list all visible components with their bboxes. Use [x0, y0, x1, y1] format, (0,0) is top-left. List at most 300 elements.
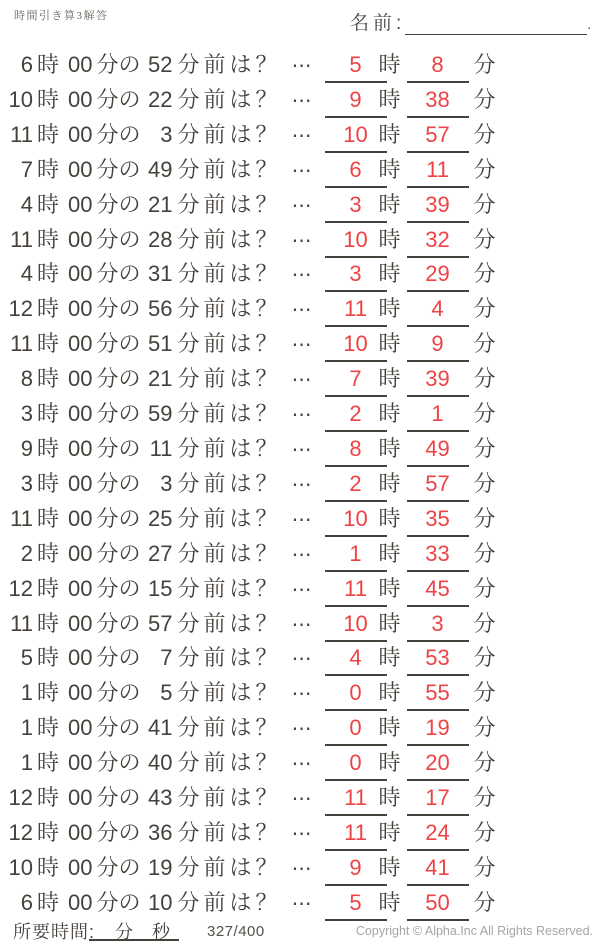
- answer-hour-blank: [325, 227, 387, 258]
- page-count: 327/400: [207, 923, 265, 940]
- answer-minute-unit-label: 分: [473, 575, 496, 601]
- answer-minute-unit-label: 分: [473, 680, 496, 706]
- answer-hour-unit-label: 時: [378, 401, 401, 427]
- answer-minute-value: 49: [425, 435, 450, 461]
- ellipsis: ⋯: [291, 438, 312, 461]
- answer-hour-unit-label: 時: [378, 331, 401, 357]
- question-hour: 1: [20, 715, 33, 741]
- question-zero-minutes: 00: [68, 540, 93, 566]
- question-hour: 3: [20, 470, 33, 496]
- answer-hour-unit-label: 時: [378, 52, 401, 77]
- question-hour: 12: [8, 819, 33, 845]
- question-row: [0, 705, 600, 740]
- hour-unit-label: 時: [37, 261, 60, 287]
- answer-minute-unit-label: 分: [473, 435, 496, 461]
- question-hour: 12: [8, 575, 33, 601]
- question-minutes-before: 15: [148, 575, 173, 601]
- ellipsis: ⋯: [291, 229, 312, 252]
- question-minutes-before: 52: [148, 52, 173, 77]
- ellipsis: ⋯: [291, 159, 312, 182]
- minutes-of-label: 分の: [96, 401, 141, 427]
- answer-hour-blank: [325, 157, 387, 188]
- required-time-seconds-unit: 秒: [152, 922, 170, 942]
- minutes-before-question-label: 分前は？: [177, 435, 282, 461]
- answer-hour-unit-label: 時: [378, 505, 401, 531]
- question-minutes-before: 51: [148, 331, 173, 357]
- answer-hour-value: 6: [349, 156, 362, 182]
- answer-minute-blank: [407, 192, 469, 223]
- answer-hour-value: 10: [343, 505, 368, 531]
- question-zero-minutes: 00: [68, 819, 93, 845]
- question-zero-minutes: 00: [68, 226, 93, 252]
- answer-hour-value: 7: [349, 366, 362, 392]
- answer-hour-value: 10: [343, 610, 368, 636]
- hour-unit-label: 時: [37, 331, 60, 357]
- question-minutes-before: 21: [148, 191, 173, 217]
- answer-hour-value: 11: [344, 296, 367, 322]
- hour-unit-label: 時: [37, 854, 60, 880]
- answer-hour-value: 5: [349, 52, 362, 77]
- answer-minute-unit-label: 分: [473, 121, 496, 147]
- ellipsis: ⋯: [291, 369, 312, 392]
- ellipsis: ⋯: [291, 404, 312, 427]
- answer-minute-unit-label: 分: [473, 889, 496, 915]
- answer-hour-blank: [325, 436, 387, 467]
- question-row: [0, 531, 600, 566]
- ellipsis: ⋯: [291, 648, 312, 671]
- question-hour: 4: [20, 261, 33, 287]
- minutes-of-label: 分の: [96, 366, 141, 392]
- answer-minute-unit-label: 分: [473, 226, 496, 252]
- hour-unit-label: 時: [37, 750, 60, 776]
- minutes-of-label: 分の: [96, 470, 141, 496]
- answer-minute-blank: [407, 820, 469, 851]
- question-minutes-before: 31: [148, 261, 173, 287]
- question-minutes-before: 59: [148, 401, 173, 427]
- hour-unit-label: 時: [37, 226, 60, 252]
- minutes-of-label: 分の: [96, 435, 141, 461]
- question-minutes-before: 43: [148, 785, 173, 811]
- question-minutes-before: 21: [148, 366, 173, 392]
- ellipsis: ⋯: [291, 334, 312, 357]
- answer-hour-value: 0: [349, 750, 362, 776]
- answer-hour-unit-label: 時: [378, 819, 401, 845]
- answer-minute-value: 17: [425, 785, 450, 811]
- answer-minute-value: 8: [431, 52, 444, 77]
- minutes-before-question-label: 分前は？: [177, 750, 282, 776]
- answer-hour-unit-label: 時: [378, 226, 401, 252]
- answer-minute-value: 32: [425, 226, 450, 252]
- ellipsis: ⋯: [291, 124, 312, 147]
- question-row: [0, 251, 600, 286]
- question-minutes-before: 7: [160, 645, 173, 671]
- minutes-before-question-label: 分前は？: [177, 505, 282, 531]
- minutes-before-question-label: 分前は？: [177, 226, 282, 252]
- answer-minute-value: 35: [425, 505, 450, 531]
- answer-hour-unit-label: 時: [378, 750, 401, 776]
- question-hour: 12: [8, 785, 33, 811]
- answer-minute-unit-label: 分: [473, 401, 496, 427]
- hour-unit-label: 時: [37, 645, 60, 671]
- question-row: [0, 670, 600, 705]
- question-zero-minutes: 00: [68, 610, 93, 636]
- answer-minute-blank: [407, 471, 469, 502]
- question-minutes-before: 49: [148, 156, 173, 182]
- question-row: [0, 217, 600, 252]
- minutes-before-question-label: 分前は？: [177, 86, 282, 112]
- answer-hour-blank: [325, 331, 387, 362]
- answer-hour-blank: [325, 576, 387, 607]
- answer-hour-unit-label: 時: [378, 785, 401, 811]
- question-hour: 7: [20, 156, 33, 182]
- hour-unit-label: 時: [37, 435, 60, 461]
- answer-hour-value: 3: [349, 191, 362, 217]
- hour-unit-label: 時: [37, 505, 60, 531]
- hour-unit-label: 時: [37, 540, 60, 566]
- answer-hour-unit-label: 時: [378, 86, 401, 112]
- question-zero-minutes: 00: [68, 435, 93, 461]
- answer-minute-unit-label: 分: [473, 191, 496, 217]
- answer-hour-blank: [325, 366, 387, 397]
- answer-hour-unit-label: 時: [378, 540, 401, 566]
- question-row: [0, 566, 600, 601]
- question-hour: 5: [20, 645, 33, 671]
- ellipsis: ⋯: [291, 543, 312, 566]
- answer-minute-unit-label: 分: [473, 854, 496, 880]
- minutes-before-question-label: 分前は？: [177, 470, 282, 496]
- answer-minute-value: 39: [425, 366, 450, 392]
- question-hour: 11: [10, 226, 33, 252]
- minutes-before-question-label: 分前は？: [177, 52, 282, 77]
- answer-minute-blank: [407, 576, 469, 607]
- answer-minute-blank: [407, 157, 469, 188]
- answer-minute-value: 24: [425, 819, 450, 845]
- minutes-before-question-label: 分前は？: [177, 401, 282, 427]
- minutes-of-label: 分の: [96, 52, 141, 77]
- ellipsis: ⋯: [291, 613, 312, 636]
- question-zero-minutes: 00: [68, 261, 93, 287]
- question-row: [0, 77, 600, 112]
- answer-hour-blank: [325, 192, 387, 223]
- name-blank-line: [405, 14, 587, 35]
- question-hour: 6: [20, 52, 33, 77]
- answer-hour-blank: [325, 261, 387, 292]
- question-zero-minutes: 00: [68, 854, 93, 880]
- answer-minute-unit-label: 分: [473, 366, 496, 392]
- answer-hour-unit-label: 時: [378, 366, 401, 392]
- minutes-of-label: 分の: [96, 680, 141, 706]
- hour-unit-label: 時: [37, 819, 60, 845]
- answer-hour-blank: [325, 820, 387, 851]
- answer-hour-value: 9: [349, 86, 362, 112]
- question-hour: 11: [10, 505, 33, 531]
- answer-minute-unit-label: 分: [473, 610, 496, 636]
- answer-hour-unit-label: 時: [378, 680, 401, 706]
- answer-hour-blank: [325, 541, 387, 572]
- minutes-before-question-label: 分前は？: [177, 610, 282, 636]
- minutes-before-question-label: 分前は？: [177, 645, 282, 671]
- answer-hour-blank: [325, 471, 387, 502]
- required-time-minutes-unit: 分: [115, 922, 133, 942]
- required-time-blank-line: [89, 915, 179, 941]
- question-row: [0, 880, 600, 915]
- question-hour: 8: [20, 366, 33, 392]
- answer-minute-blank: [407, 750, 469, 781]
- minutes-of-label: 分の: [96, 819, 141, 845]
- worksheet-title: 時間引き算3解答: [14, 10, 109, 22]
- answer-minute-unit-label: 分: [473, 540, 496, 566]
- answer-minute-value: 11: [426, 156, 449, 182]
- question-minutes-before: 10: [148, 889, 173, 915]
- minutes-of-label: 分の: [96, 610, 141, 636]
- question-zero-minutes: 00: [68, 785, 93, 811]
- question-list: [0, 42, 600, 915]
- minutes-of-label: 分の: [96, 889, 141, 915]
- answer-minute-blank: [407, 855, 469, 886]
- question-hour: 11: [10, 121, 33, 147]
- answer-minute-blank: [407, 331, 469, 362]
- question-zero-minutes: 00: [68, 889, 93, 915]
- answer-hour-blank: [325, 785, 387, 816]
- minutes-of-label: 分の: [96, 121, 141, 147]
- answer-minute-unit-label: 分: [473, 261, 496, 287]
- question-row: [0, 635, 600, 670]
- question-hour: 3: [20, 401, 33, 427]
- question-minutes-before: 11: [149, 435, 173, 461]
- answer-minute-blank: [407, 506, 469, 537]
- answer-minute-unit-label: 分: [473, 156, 496, 182]
- ellipsis: ⋯: [291, 718, 312, 741]
- question-minutes-before: 28: [148, 226, 173, 252]
- answer-hour-value: 4: [349, 645, 362, 671]
- ellipsis: ⋯: [291, 264, 312, 287]
- question-minutes-before: 56: [148, 296, 173, 322]
- answer-hour-blank: [325, 401, 387, 432]
- question-zero-minutes: 00: [68, 331, 93, 357]
- minutes-before-question-label: 分前は？: [177, 819, 282, 845]
- question-zero-minutes: 00: [68, 401, 93, 427]
- minutes-before-question-label: 分前は？: [177, 121, 282, 147]
- answer-hour-unit-label: 時: [378, 645, 401, 671]
- answer-minute-blank: [407, 52, 469, 83]
- ellipsis: ⋯: [291, 299, 312, 322]
- question-row: [0, 182, 600, 217]
- question-minutes-before: 3: [160, 121, 173, 147]
- ellipsis: ⋯: [291, 822, 312, 845]
- minutes-of-label: 分の: [96, 785, 141, 811]
- question-row: [0, 426, 600, 461]
- answer-minute-value: 39: [425, 191, 450, 217]
- answer-minute-value: 50: [425, 889, 450, 915]
- answer-hour-unit-label: 時: [378, 261, 401, 287]
- ellipsis: ⋯: [291, 55, 312, 77]
- question-row: [0, 112, 600, 147]
- question-zero-minutes: 00: [68, 156, 93, 182]
- answer-minute-blank: [407, 366, 469, 397]
- question-minutes-before: 22: [148, 86, 173, 112]
- answer-hour-value: 1: [349, 540, 362, 566]
- question-hour: 1: [20, 750, 33, 776]
- minutes-before-question-label: 分前は？: [177, 680, 282, 706]
- question-hour: 1: [20, 680, 33, 706]
- answer-hour-unit-label: 時: [378, 191, 401, 217]
- minutes-before-question-label: 分前は？: [177, 296, 282, 322]
- answer-hour-unit-label: 時: [378, 610, 401, 636]
- answer-minute-blank: [407, 227, 469, 258]
- name-label: 名前:: [350, 13, 406, 34]
- hour-unit-label: 時: [37, 52, 60, 77]
- hour-unit-label: 時: [37, 121, 60, 147]
- question-row: [0, 461, 600, 496]
- question-row: [0, 845, 600, 880]
- minutes-before-question-label: 分前は？: [177, 156, 282, 182]
- question-minutes-before: 40: [148, 750, 173, 776]
- question-row: [0, 356, 600, 391]
- answer-minute-value: 45: [425, 575, 450, 601]
- answer-minute-unit-label: 分: [473, 750, 496, 776]
- hour-unit-label: 時: [37, 889, 60, 915]
- answer-minute-unit-label: 分: [473, 296, 496, 322]
- question-zero-minutes: 00: [68, 575, 93, 601]
- minutes-before-question-label: 分前は？: [177, 854, 282, 880]
- answer-hour-value: 11: [344, 785, 367, 811]
- footer: [0, 915, 600, 949]
- question-row: [0, 740, 600, 775]
- minutes-before-question-label: 分前は？: [177, 575, 282, 601]
- name-line-end: .: [587, 16, 592, 32]
- question-zero-minutes: 00: [68, 470, 93, 496]
- minutes-before-question-label: 分前は？: [177, 889, 282, 915]
- question-minutes-before: 19: [148, 854, 173, 880]
- answer-minute-value: 29: [425, 261, 450, 287]
- minutes-of-label: 分の: [96, 226, 141, 252]
- answer-minute-unit-label: 分: [473, 819, 496, 845]
- minutes-of-label: 分の: [96, 540, 141, 566]
- answer-minute-blank: [407, 401, 469, 432]
- answer-hour-blank: [325, 296, 387, 327]
- answer-minute-value: 3: [431, 610, 444, 636]
- question-row: [0, 601, 600, 636]
- answer-hour-blank: [325, 122, 387, 153]
- answer-hour-blank: [325, 506, 387, 537]
- ellipsis: ⋯: [291, 89, 312, 112]
- answer-minute-blank: [407, 785, 469, 816]
- minutes-of-label: 分の: [96, 854, 141, 880]
- answer-hour-blank: [325, 680, 387, 711]
- answer-minute-unit-label: 分: [473, 715, 496, 741]
- question-row: [0, 775, 600, 810]
- question-row: [0, 286, 600, 321]
- question-zero-minutes: 00: [68, 86, 93, 112]
- hour-unit-label: 時: [37, 715, 60, 741]
- question-hour: 10: [8, 854, 33, 880]
- question-hour: 9: [20, 435, 33, 461]
- answer-hour-value: 11: [344, 819, 367, 845]
- answer-minute-unit-label: 分: [473, 645, 496, 671]
- answer-hour-blank: [325, 52, 387, 83]
- minutes-of-label: 分の: [96, 261, 141, 287]
- answer-minute-unit-label: 分: [473, 86, 496, 112]
- minutes-before-question-label: 分前は？: [177, 540, 282, 566]
- answer-minute-blank: [407, 541, 469, 572]
- answer-hour-unit-label: 時: [378, 156, 401, 182]
- answer-hour-blank: [325, 855, 387, 886]
- question-hour: 2: [20, 540, 33, 566]
- question-zero-minutes: 00: [68, 715, 93, 741]
- answer-hour-unit-label: 時: [378, 296, 401, 322]
- answer-minute-value: 57: [425, 121, 450, 147]
- answer-minute-blank: [407, 87, 469, 118]
- answer-minute-value: 33: [425, 540, 450, 566]
- answer-hour-value: 0: [349, 715, 362, 741]
- answer-minute-unit-label: 分: [473, 52, 496, 77]
- question-row: [0, 496, 600, 531]
- minutes-of-label: 分の: [96, 86, 141, 112]
- question-zero-minutes: 00: [68, 680, 93, 706]
- answer-hour-unit-label: 時: [378, 121, 401, 147]
- answer-minute-value: 4: [431, 296, 444, 322]
- question-minutes-before: 3: [160, 470, 173, 496]
- question-hour: 10: [8, 86, 33, 112]
- answer-minute-value: 55: [425, 680, 450, 706]
- answer-hour-value: 11: [344, 575, 367, 601]
- answer-minute-unit-label: 分: [473, 470, 496, 496]
- question-minutes-before: 41: [148, 715, 173, 741]
- hour-unit-label: 時: [37, 680, 60, 706]
- answer-minute-unit-label: 分: [473, 331, 496, 357]
- answer-minute-blank: [407, 436, 469, 467]
- answer-hour-value: 2: [349, 401, 362, 427]
- question-zero-minutes: 00: [68, 750, 93, 776]
- minutes-of-label: 分の: [96, 331, 141, 357]
- question-minutes-before: 36: [148, 819, 173, 845]
- answer-minute-blank: [407, 261, 469, 292]
- answer-hour-value: 8: [349, 435, 362, 461]
- question-minutes-before: 25: [148, 505, 173, 531]
- answer-hour-blank: [325, 611, 387, 642]
- question-hour: 4: [20, 191, 33, 217]
- answer-minute-unit-label: 分: [473, 505, 496, 531]
- minutes-before-question-label: 分前は？: [177, 261, 282, 287]
- minutes-before-question-label: 分前は？: [177, 785, 282, 811]
- question-zero-minutes: 00: [68, 366, 93, 392]
- question-zero-minutes: 00: [68, 121, 93, 147]
- minutes-of-label: 分の: [96, 191, 141, 217]
- answer-hour-unit-label: 時: [378, 889, 401, 915]
- minutes-of-label: 分の: [96, 715, 141, 741]
- question-minutes-before: 27: [148, 540, 173, 566]
- answer-hour-value: 9: [349, 854, 362, 880]
- question-zero-minutes: 00: [68, 191, 93, 217]
- minutes-of-label: 分の: [96, 750, 141, 776]
- hour-unit-label: 時: [37, 470, 60, 496]
- ellipsis: ⋯: [291, 683, 312, 706]
- question-hour: 11: [10, 610, 33, 636]
- hour-unit-label: 時: [37, 191, 60, 217]
- question-zero-minutes: 00: [68, 505, 93, 531]
- question-minutes-before: 57: [148, 610, 173, 636]
- answer-minute-value: 1: [431, 401, 444, 427]
- answer-hour-unit-label: 時: [378, 435, 401, 461]
- minutes-before-question-label: 分前は？: [177, 191, 282, 217]
- hour-unit-label: 時: [37, 156, 60, 182]
- hour-unit-label: 時: [37, 610, 60, 636]
- minutes-before-question-label: 分前は？: [177, 715, 282, 741]
- hour-unit-label: 時: [37, 575, 60, 601]
- answer-hour-value: 5: [349, 889, 362, 915]
- minutes-of-label: 分の: [96, 156, 141, 182]
- question-zero-minutes: 00: [68, 296, 93, 322]
